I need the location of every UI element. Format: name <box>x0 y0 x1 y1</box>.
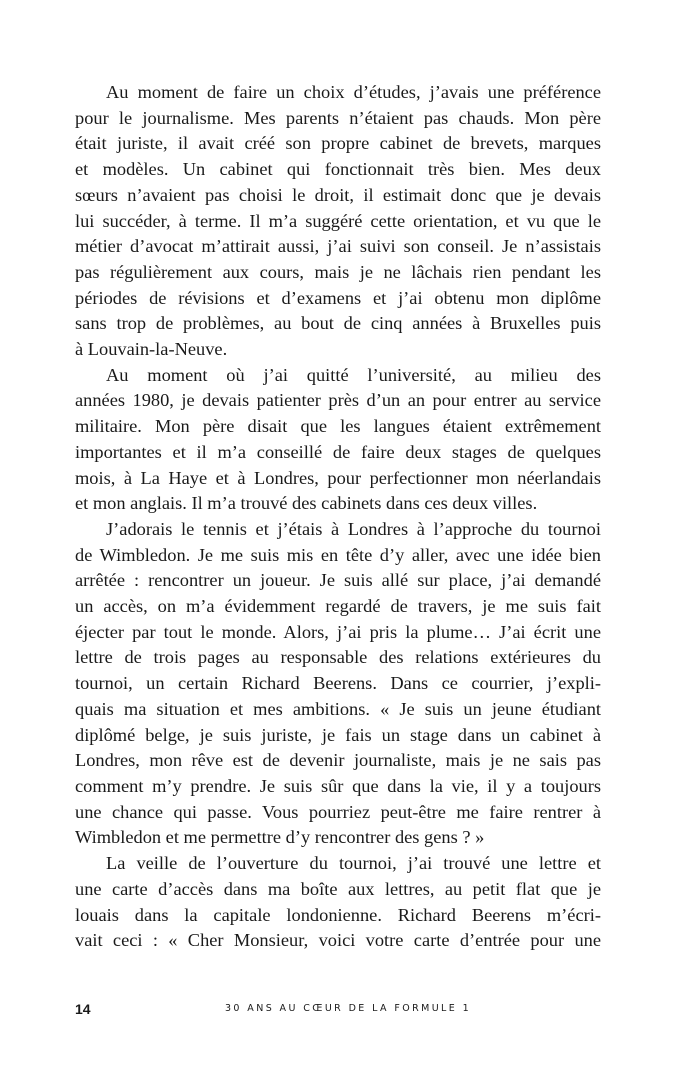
text-line: pour le journalisme. Mes parents n’étaient pas chauds. Mon père <box>75 107 601 128</box>
page-body-text <box>75 80 601 954</box>
text-line: Wimbledon et me permettre d’y rencontrer des gens ? » <box>75 827 485 848</box>
text-line: et mon anglais. Il m’a trouvé des cabinets dans ces deux villes. <box>75 493 538 514</box>
text-line: à Louvain-la-Neuve. <box>75 339 228 360</box>
running-title: 30 ANS AU CŒUR DE LA FORMULE 1 <box>224 1003 472 1014</box>
text-line: sans trop de problèmes, au bout de cinq années à Bruxelles puis <box>75 313 601 334</box>
text-line: Londres, mon rêve est de devenir journaliste, mais je ne sais pas <box>75 750 601 771</box>
text-line: était juriste, il avait créé son propre cabinet de brevets, marques <box>75 133 601 154</box>
page-footer <box>75 1001 601 1021</box>
text-line: mois, à La Haye et à Londres, pour perfectionner mon néerlandais <box>75 467 601 488</box>
text-line: une carte d’accès dans ma boîte aux lettres, au petit flat que je <box>75 878 601 899</box>
text-line: tournoi, un certain Richard Beerens. Dans ce courrier, j’expli- <box>75 673 601 694</box>
text-line: J’adorais le tennis et j’étais à Londres à l’approche du tournoi <box>106 518 601 539</box>
text-line: louais dans la capitale londonienne. Richard Beerens m’écri- <box>75 904 601 925</box>
text-line: un accès, on m’a évidemment regardé de travers, je me suis fait <box>75 596 601 617</box>
text-line: une chance qui passe. Vous pourriez peut-être me faire rentrer à <box>75 801 601 822</box>
text-line: importantes et il m’a conseillé de faire deux stages de quelques <box>75 441 601 462</box>
text-line: et modèles. Un cabinet qui fonctionnait très bien. Mes deux <box>75 159 601 180</box>
text-line: vait ceci : « Cher Monsieur, voici votre carte d’entrée pour une <box>75 930 601 951</box>
text-line: éjecter par tout le monde. Alors, j’ai pris la plume… J’ai écrit une <box>75 621 601 642</box>
text-line: quais ma situation et mes ambitions. « Je suis un jeune étudiant <box>75 698 601 719</box>
text-line: périodes de révisions et d’examens et j’ai obtenu mon diplôme <box>75 287 601 308</box>
page-number: 14 <box>75 1001 91 1017</box>
text-line: militaire. Mon père disait que les langues étaient extrêmement <box>75 416 601 437</box>
text-line: pas régulièrement aux cours, mais je ne lâchais rien pendant les <box>75 261 601 282</box>
text-line: arrêtée : rencontrer un joueur. Je suis allé sur place, j’ai demandé <box>75 570 601 591</box>
text-line: diplômé belge, je suis juriste, je fais un stage dans un cabinet à <box>75 724 601 745</box>
text-line: de Wimbledon. Je me suis mis en tête d’y aller, avec une idée bien <box>75 544 601 565</box>
paragraph-4 <box>75 851 601 954</box>
paragraph-2 <box>75 363 601 517</box>
text-line: Au moment de faire un choix d’études, j’avais une préférence <box>106 82 601 102</box>
paragraph-1 <box>75 80 601 363</box>
text-line: sœurs n’avaient pas choisi le droit, il estimait donc que je devais <box>75 184 601 205</box>
text-line: Au moment où j’ai quitté l’université, au milieu des <box>106 364 601 385</box>
text-line: métier d’avocat m’attirait aussi, j’ai suivi son conseil. Je n’assistais <box>75 236 601 257</box>
paragraph-3 <box>75 517 601 851</box>
text-line: lui succéder, à terme. Il m’a suggéré cette orientation, et vu que le <box>75 210 601 231</box>
text-line: comment m’y prendre. Je suis sûr que dans la vie, il y a toujours <box>75 775 601 796</box>
text-line: La veille de l’ouverture du tournoi, j’ai trouvé une lettre et <box>106 853 601 874</box>
text-line: lettre de trois pages au responsable des relations extérieures du <box>75 647 601 668</box>
text-line: années 1980, je devais patienter près d’un an pour entrer au service <box>75 390 601 411</box>
